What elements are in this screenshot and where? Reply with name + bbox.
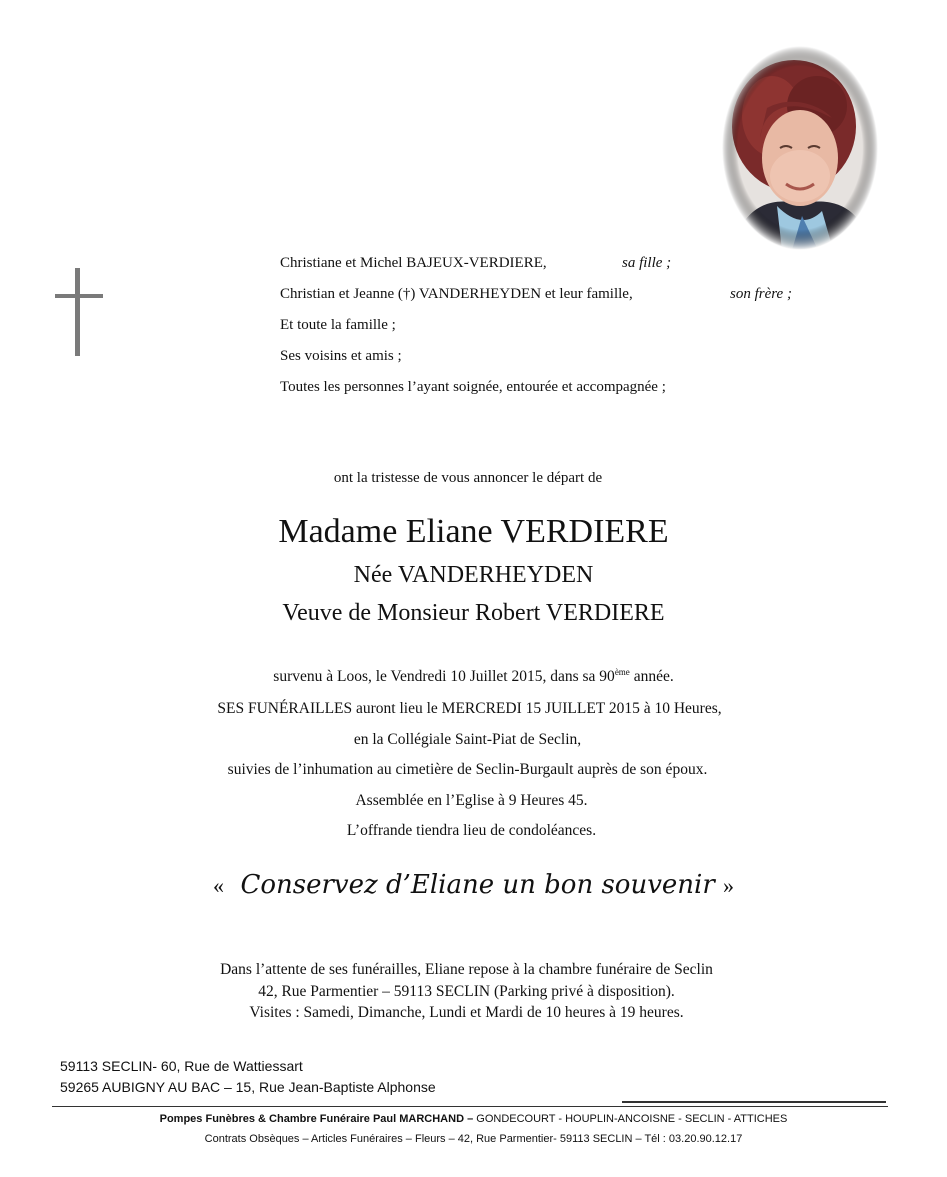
- memorial-quote: « Conservez d’Eliane un bon souvenir »: [212, 870, 735, 900]
- family-line-3: Et toute la famille ;: [280, 317, 396, 333]
- visits-line-2: 42, Rue Parmentier – 59113 SECLIN (Parking privé à disposition).: [258, 983, 675, 1000]
- family-line-1: Christiane et Michel BAJEUX-VERDIERE,: [280, 255, 547, 271]
- address-seclin: 59113 SECLIN- 60, Rue de Wattiessart: [60, 1058, 303, 1074]
- burial-details: suivies de l’inhumation au cimetière de Seclin-Burgault auprès de son époux.: [227, 761, 708, 778]
- deceased-name: Madame Eliane VERDIERE: [278, 513, 669, 550]
- cross-icon: [55, 268, 103, 358]
- family-line-2: Christian et Jeanne (†) VANDERHEYDEN et leur famille,: [280, 286, 633, 302]
- visits-line-1: Dans l’attente de ses funérailles, Eliane repose à la chambre funéraire de Seclin: [220, 961, 713, 978]
- relation-daughter: sa fille ;: [622, 255, 672, 271]
- visits-line-3: Visites : Samedi, Dimanche, Lundi et Mardi de 10 heures à 19 heures.: [249, 1004, 684, 1021]
- family-line-5: Toutes les personnes l’ayant soignée, entourée et accompagnée ;: [280, 379, 666, 395]
- death-details: survenu à Loos, le Vendredi 10 Juillet 2015, dans sa 90ème année.: [273, 666, 674, 685]
- family-line-4: Ses voisins et amis ;: [280, 348, 402, 364]
- footer-services: Contrats Obsèques – Articles Funéraires – Fleurs – 42, Rue Parmentier- 59113 SECLIN – Tél : 03.20.90.12.17: [204, 1133, 743, 1145]
- funeral-date: SES FUNÉRAILLES auront lieu le MERCREDI 15 JUILLET 2015 à 10 Heures,: [217, 700, 722, 717]
- relation-brother: son frère ;: [730, 286, 792, 302]
- announcement-intro: ont la tristesse de vous annoncer le départ de: [333, 470, 603, 486]
- footer-company: Pompes Funèbres & Chambre Funéraire Paul MARCHAND – GONDECOURT - HOUPLIN-ANCOISNE - SECLIN - ATTICHES: [159, 1113, 788, 1125]
- address-aubigny: 59265 AUBIGNY AU BAC – 15, Rue Jean-Baptiste Alphonse: [60, 1079, 436, 1095]
- widow-of: Veuve de Monsieur Robert VERDIERE: [282, 600, 665, 626]
- assembly-time: Assemblée en l’Eglise à 9 Heures 45.: [355, 792, 588, 809]
- footer-divider: [52, 1106, 888, 1107]
- maiden-name: Née VANDERHEYDEN: [353, 562, 594, 588]
- funeral-church: en la Collégiale Saint-Piat de Seclin,: [353, 731, 582, 748]
- short-divider: [622, 1101, 886, 1103]
- portrait-photo: [722, 46, 878, 250]
- offering-note: L’offrande tiendra lieu de condoléances.: [346, 822, 597, 839]
